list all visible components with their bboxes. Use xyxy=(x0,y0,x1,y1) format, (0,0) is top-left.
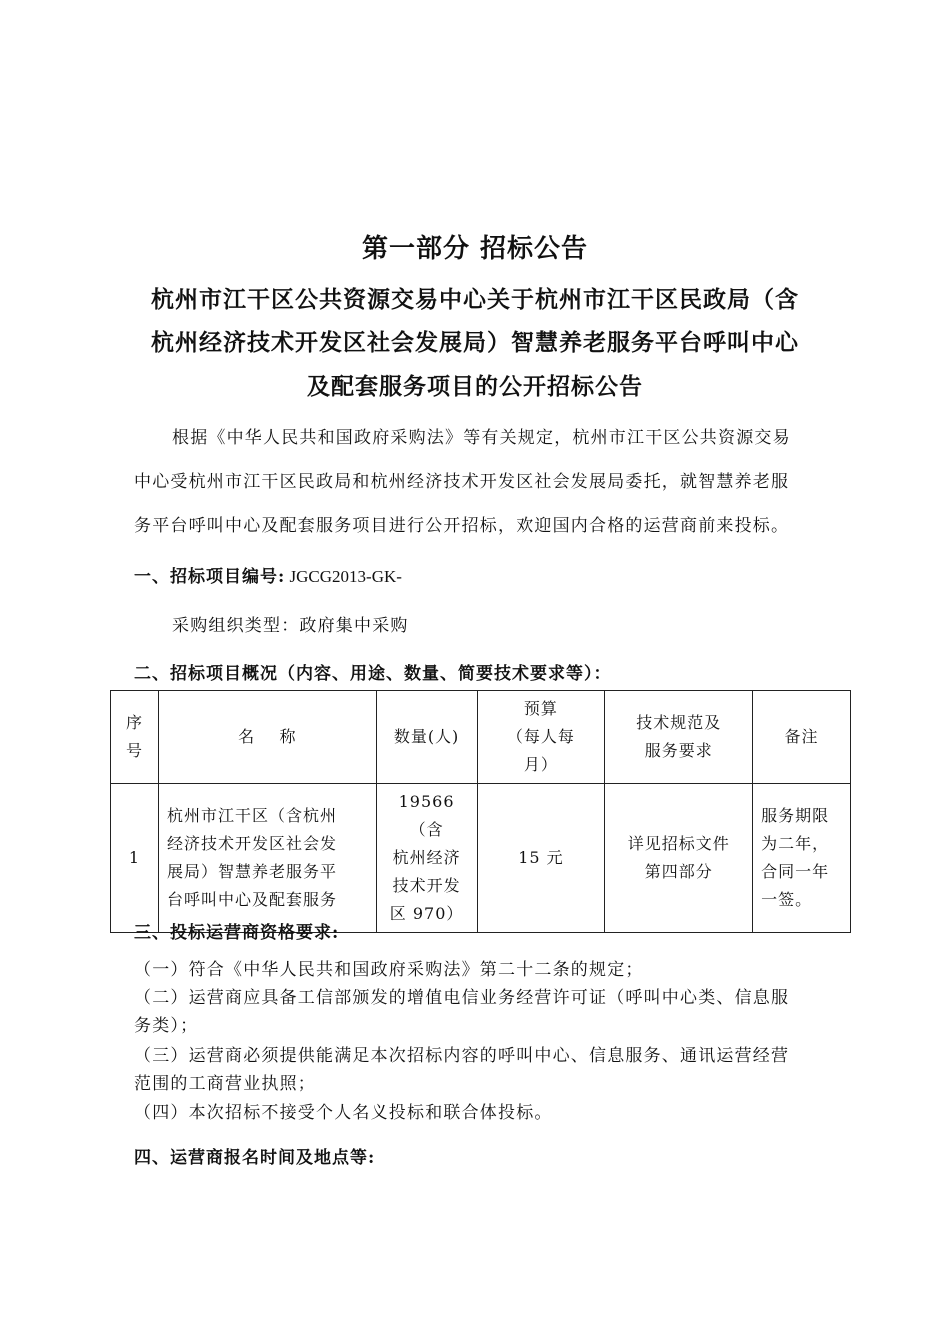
intro-line-2: 中心受杭州市江干区民政局和杭州经济技术开发区社会发展局委托，就智慧养老服 xyxy=(134,472,790,492)
intro-line-1: 根据《中华人民共和国政府采购法》等有关规定，杭州市江干区公共资源交易 xyxy=(172,428,791,448)
section1-label: 一、招标项目编号: xyxy=(134,567,286,587)
org-type: 采购组织类型：政府集中采购 xyxy=(172,616,409,636)
section1 xyxy=(134,562,402,587)
project-number: JGCG2013-GK- xyxy=(285,567,402,586)
table-header-row xyxy=(111,691,851,784)
cell-note: 服务期限 为二年， 合同一年 一签。 xyxy=(753,784,851,933)
qualification-item-3-line-1: （三）运营商必须提供能满足本次招标内容的呼叫中心、信息服务、通讯运营经营 xyxy=(134,1046,790,1066)
header-qty: 数量(人) xyxy=(376,691,477,784)
header-note: 备注 xyxy=(753,691,851,784)
cell-budget: 15 元 xyxy=(477,784,605,933)
qualification-item-4: （四）本次招标不接受个人名义投标和联合体投标。 xyxy=(134,1103,553,1123)
qualification-item-3-line-2: 范围的工商营业执照； xyxy=(134,1074,316,1094)
cell-qty: 19566（含 杭州经济 技术开发 区 970） xyxy=(376,784,477,933)
header-budget: 预算 （每人每 月） xyxy=(477,691,605,784)
qualification-item-2-line-1: （二）运营商应具备工信部颁发的增值电信业务经营许可证（呼叫中心类、信息服 xyxy=(134,988,790,1008)
section2-label: 二、招标项目概况（内容、用途、数量、简要技术要求等）： xyxy=(134,664,612,684)
intro-line-3: 务平台呼叫中心及配套服务项目进行公开招标，欢迎国内合格的运营商前来投标。 xyxy=(134,516,790,536)
table-row xyxy=(111,784,851,933)
cell-seq: 1 xyxy=(111,784,159,933)
project-table xyxy=(110,690,851,933)
cell-name: 杭州市江干区（含杭州 经济技术开发区社会发 展局）智慧养老服务平 台呼叫中心及配套服务 xyxy=(158,784,376,933)
header-name: 名 称 xyxy=(158,691,376,784)
qualification-item-2-line-2: 务类）； xyxy=(134,1016,199,1036)
section3-label: 三、投标运营商资格要求: xyxy=(134,923,340,943)
header-tech: 技术规范及 服务要求 xyxy=(605,691,753,784)
title-line-1: 杭州市江干区公共资源交易中心关于杭州市江干区民政局（含 xyxy=(151,286,799,313)
section4-label: 四、运营商报名时间及地点等: xyxy=(134,1148,376,1168)
cell-tech: 详见招标文件 第四部分 xyxy=(605,784,753,933)
qualification-item-1: （一）符合《中华人民共和国政府采购法》第二十二条的规定； xyxy=(134,960,644,980)
part-title: 第一部分 招标公告 xyxy=(361,234,589,264)
header-seq: 序 号 xyxy=(111,691,159,784)
title-line-2: 杭州经济技术开发区社会发展局）智慧养老服务平台呼叫中心 xyxy=(151,329,799,356)
title-line-3: 及配套服务项目的公开招标公告 xyxy=(307,373,643,400)
